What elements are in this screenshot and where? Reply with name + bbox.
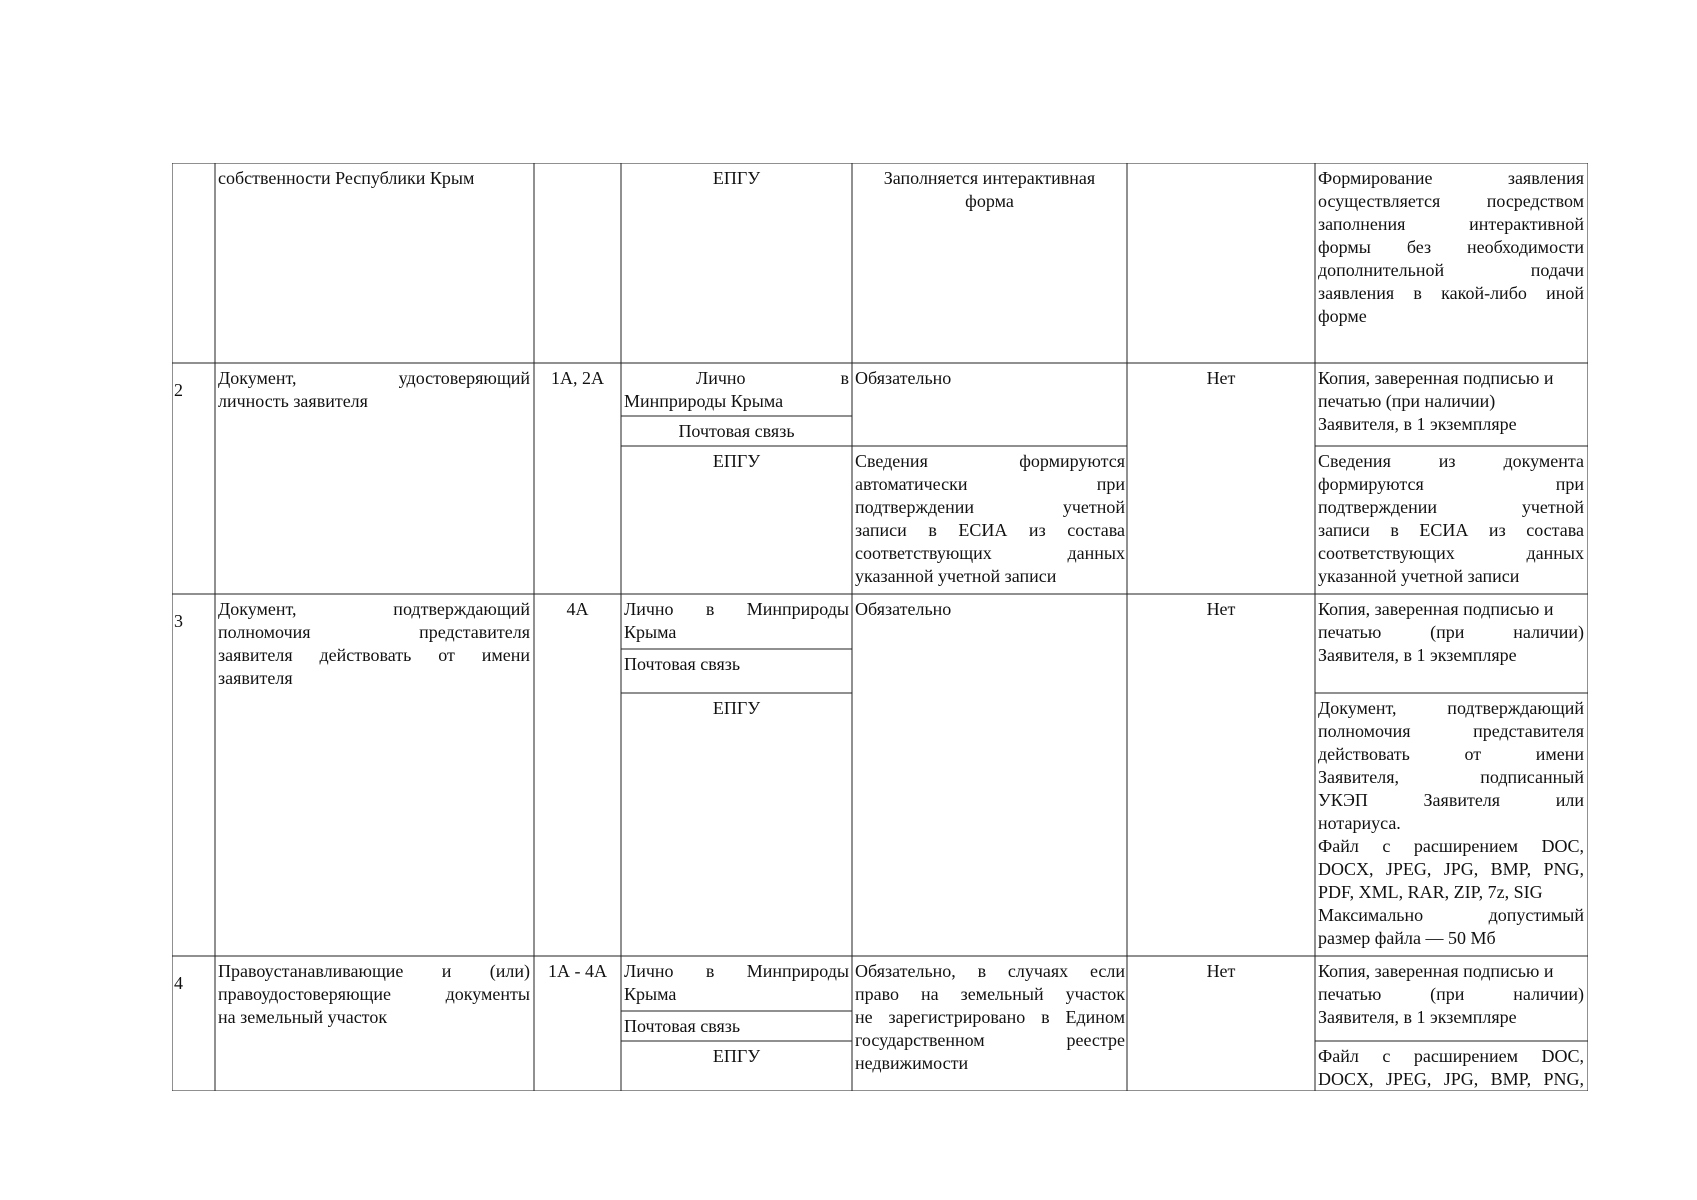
row3-channel-post: Почтовая связь — [624, 654, 741, 674]
row2-document-line1: Документ, удостоверяющий — [218, 368, 530, 388]
row2-number: 2 — [174, 380, 183, 400]
row1-requirement-line1: Заполняется интерактивная — [883, 168, 1096, 188]
row4-flag: Нет — [1206, 961, 1236, 981]
row4-channel-in-person-line2: Крыма — [624, 984, 677, 1004]
row1-requirement-line2: форма — [965, 191, 1014, 211]
row3-requirement: Обязательно — [855, 599, 952, 619]
row3-number: 3 — [174, 611, 183, 631]
row2-category: 1А, 2А — [551, 368, 604, 388]
document-table: собственности Республики Крым ЕПГУ Заполняется интерактивная форма Формирование заявления осуществляется посредством заполнения интерактивной формы без необходимости дополнительной подачи заявления в какой-либо иной форме 2 Документ, удостоверяющий личность заявителя 1А, 2А Лично в Минприроды Крыма Почтовая связь ЕПГУ Обязательно Сведения формируются автоматически при подтверждении учетной записи в ЕСИА из состава соответствующих данных указанной учетной записи Нет Копия, заверенная подписью и печатью (при наличии) Заявителя, в 1 экземпляре Сведения из документа формируются при подтверждении учетной записи в ЕСИА из состава соответствующих данных указанной учетной записи 3 Документ, подтверждающий полномочия представителя заявителя действовать от имени заявителя 4А Лично в Минприроды Крыма Почтовая связь ЕПГУ Обязательно Нет Копия, заверенная подписью и печатью (при наличии) Заявителя, в 1 экземпляре Документ, подтверждающий полномочия представителя действовать от имени Заявителя, подписанный УКЭП Заявителя или нотариуса. Файл с расширением DOC, DOCX, JPEG, JPG, BMP, PNG, PDF, XML, RAR, ZIP, 7z, SIG Максимально допустимый размер файла — 50 Мб 4 Правоустанавливающие и (или) правоудостоверяющие документы на земельный участок 1А - 4А Лично в Минприроды Крыма Почтовая связь ЕПГУ Обязательно, в случаях если право на земельный участок не зарегистрировано в Едином государственном реестре недвижимости Нет Копия, заверенная подписью и печатью (при наличии) Заявителя, в 1 экземпляре Файл с расширением DOC, DOCX, JPEG, JPG, BMP, PNG, — [172, 163, 1588, 1091]
row2-channel-in-person-line1: Лично в — [696, 368, 849, 388]
row1-document: собственности Республики Крым — [218, 168, 475, 188]
row4-channel-in-person-line1: Лично в Минприроды — [624, 961, 849, 981]
row2-channel-epgu: ЕПГУ — [712, 451, 761, 471]
row1-channel-epgu: ЕПГУ — [712, 168, 761, 188]
row4-category: 1А - 4А — [548, 961, 607, 981]
row3-category: 4А — [566, 599, 589, 619]
row3-channel-in-person-line1: Лично в Минприроды — [624, 599, 849, 619]
row2-document-line2: личность заявителя — [218, 391, 368, 411]
row4-channel-epgu: ЕПГУ — [712, 1046, 761, 1066]
row4-number: 4 — [174, 973, 183, 993]
row3-channel-in-person-line2: Крыма — [624, 622, 677, 642]
row2-channel-post: Почтовая связь — [678, 421, 795, 441]
row3-flag: Нет — [1206, 599, 1236, 619]
row4-channel-post: Почтовая связь — [624, 1016, 741, 1036]
row2-requirement: Обязательно — [855, 368, 952, 388]
row2-flag: Нет — [1206, 368, 1236, 388]
row3-channel-epgu: ЕПГУ — [712, 698, 761, 718]
row2-channel-in-person-line2: Минприроды Крыма — [624, 391, 784, 411]
